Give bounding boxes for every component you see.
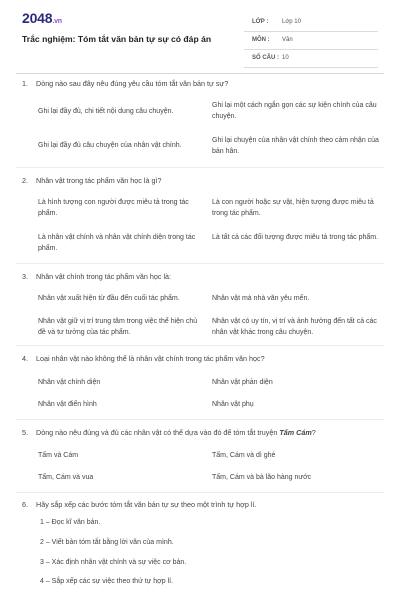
meta-box (244, 14, 378, 68)
answer-option[interactable]: Nhân vật xuất hiện từ đầu đến cuối tác phẩm. (38, 295, 180, 302)
step-item: 4 – Sắp xếp các sự việc theo thứ tự hợp lí. (40, 578, 174, 585)
answer-option[interactable]: Là hình tượng con người được miêu tả trong tác phẩm. (38, 199, 189, 217)
answer-option[interactable]: Nhân vật điển hình (38, 401, 97, 408)
answer-option[interactable]: Tấm, Cám và vua (38, 474, 94, 481)
answer-option[interactable]: Nhân vật phụ (212, 401, 254, 408)
meta-row-class (244, 14, 378, 32)
step-item: 3 – Xác định nhân vật chính và sự việc cơ bản. (40, 559, 187, 566)
question-divider (16, 492, 384, 493)
question-text: Nhân vật chính trong tác phẩm văn học là: (36, 272, 172, 281)
logo-suffix: .vn (52, 18, 62, 25)
question-divider (16, 167, 384, 168)
question-divider (16, 263, 384, 264)
question-text: Loại nhân vật nào không thể là nhân vật chính trong tác phẩm văn học? (36, 354, 265, 363)
meta-value: Lớp 10 (282, 19, 301, 25)
question-text: Nhân vật trong tác phẩm văn học là gì? (36, 176, 162, 185)
question-number: 6. (22, 500, 28, 509)
question-number: 2. (22, 176, 28, 185)
question-number: 3. (22, 272, 28, 281)
answer-option[interactable]: Ghi lại một cách ngắn gọn các sự kiện chính của câu chuyện. (212, 102, 377, 120)
answer-option[interactable]: Ghi lại đầy đủ câu chuyện của nhân vật chính. (38, 142, 182, 149)
question-divider (16, 345, 384, 346)
story-title: Tấm Cám (279, 428, 312, 437)
meta-value: 10 (282, 55, 289, 61)
question-number: 5. (22, 428, 28, 437)
answer-option[interactable]: Nhân vật giữ vị trí trung tâm trong việc thể hiện chủ đề và tư tưởng của tác phẩm. (38, 318, 198, 336)
question-text: Dòng nào sau đây nêu đúng yêu cầu tóm tắt văn bản tự sự? (36, 79, 229, 88)
question-text-part: Dòng nào nêu đúng và đủ các nhân vật có thể dựa vào đó để tóm tắt truyện (36, 428, 280, 437)
answer-option[interactable]: Nhân vật phản diện (212, 379, 273, 386)
answer-option[interactable]: Nhân vật mà nhà văn yêu mến. (212, 295, 310, 302)
answer-option[interactable]: Tấm và Cám (38, 452, 79, 459)
site-logo[interactable] (22, 10, 62, 26)
meta-row-subject (244, 32, 378, 50)
meta-label: MÔN : (252, 37, 270, 43)
question-text: Hãy sắp xếp các bước tóm tắt văn bản tự sự theo một trình tự hợp lí. (36, 500, 257, 509)
answer-option[interactable]: Ghi lại đầy đủ, chi tiết nội dung câu chuyện. (38, 108, 174, 115)
answer-option[interactable]: Ghi lại chuyện của nhân vật chính theo cảm nhận của bản hân. (212, 137, 379, 155)
logo-text: 2048 (22, 10, 53, 26)
answer-option[interactable]: Nhân vật có uy tín, vị trí và ảnh hưởng đến tất cả các nhân vật khác trong câu chuyện. (212, 318, 377, 336)
page-title: Trắc nghiệm: Tóm tắt văn bản tự sự có đáp án (22, 34, 212, 44)
meta-label: SỐ CÂU : (252, 55, 279, 61)
answer-option[interactable]: Tấm, Cám và bà lão hàng nước (212, 474, 312, 481)
question-number: 4. (22, 354, 28, 363)
answer-option[interactable]: Tấm, Cám và dì ghẻ (212, 452, 276, 459)
answer-option[interactable]: Là nhân vật chính và nhân vật chính diện trong tác phẩm. (38, 234, 196, 252)
answer-option[interactable]: Là tất cả các đối tượng được miêu tả trong tác phẩm. (212, 234, 379, 241)
header (0, 0, 400, 74)
meta-value: Văn (282, 37, 293, 43)
header-divider (16, 73, 384, 74)
step-item: 1 – Đọc kĩ văn bản. (40, 519, 101, 526)
meta-row-count (244, 50, 378, 68)
answer-option[interactable]: Là con người hoặc sự vật, hiện tượng được miêu tả trong tác phẩm. (212, 199, 374, 217)
answer-option[interactable]: Nhân vật chính diện (38, 379, 101, 386)
question-divider (16, 419, 384, 420)
question-number: 1. (22, 79, 28, 88)
step-item: 2 – Viết bản tóm tắt bằng lời văn của mình. (40, 539, 174, 546)
question-text (36, 428, 376, 437)
meta-label: LỚP : (252, 19, 269, 25)
question-text-part: ? (311, 428, 316, 437)
